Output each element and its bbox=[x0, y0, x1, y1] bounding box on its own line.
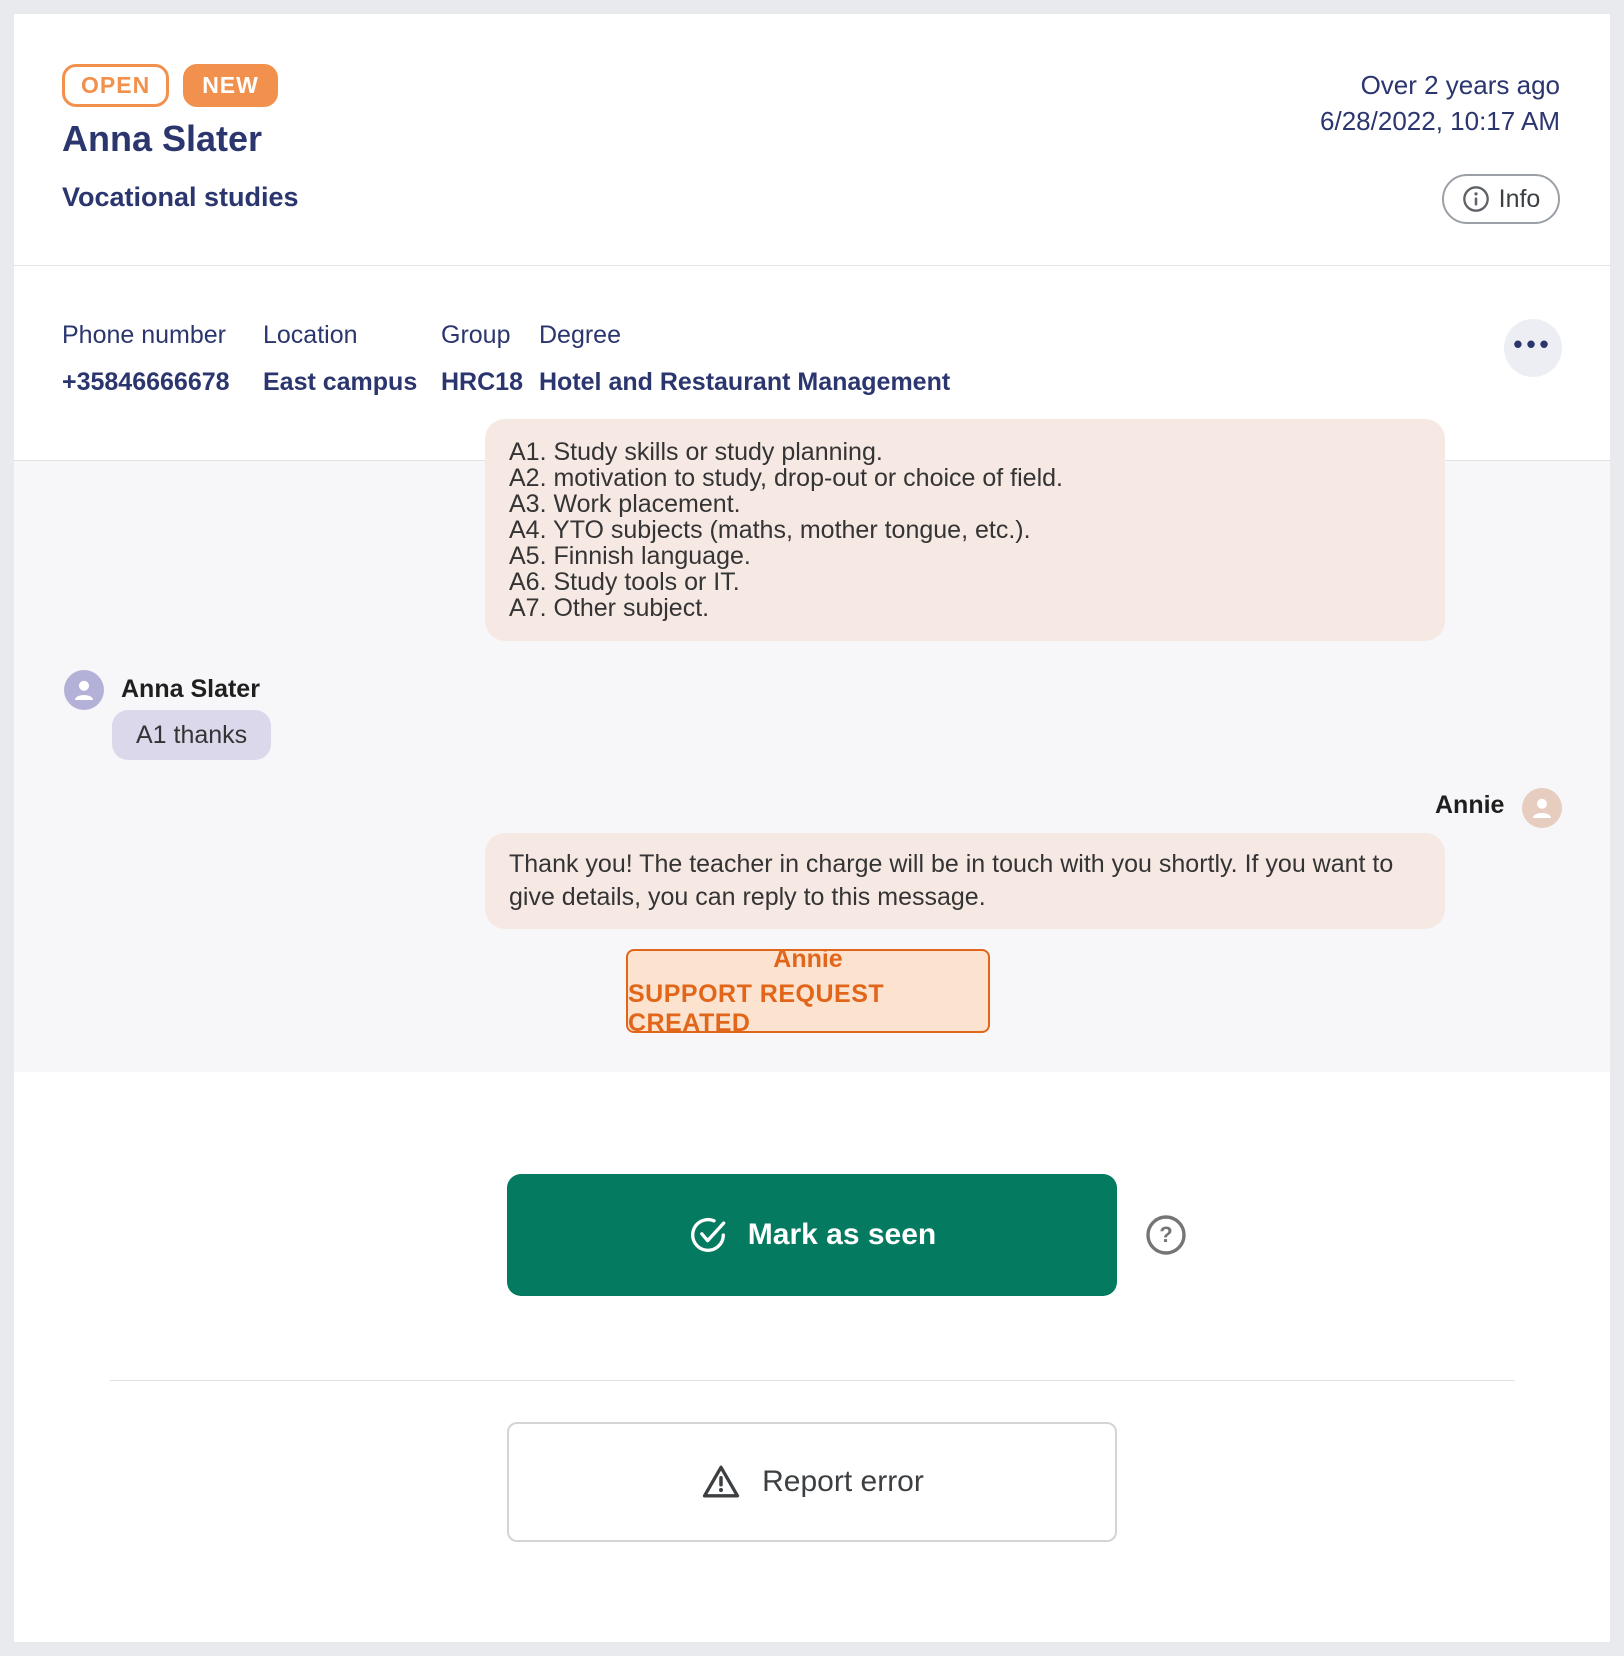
timestamp-absolute: 6/28/2022, 10:17 AM bbox=[1320, 106, 1560, 136]
warning-icon bbox=[700, 1461, 742, 1503]
field-value: East campus bbox=[263, 368, 418, 396]
bot-reply-bubble: Thank you! The teacher in charge will be in touch with you shortly. If you want to give details, you can reply to this message. bbox=[485, 833, 1445, 929]
field-label: Location bbox=[263, 321, 358, 349]
field-group bbox=[441, 321, 523, 397]
more-actions-button[interactable]: ••• bbox=[1504, 319, 1562, 377]
bot-avatar bbox=[1522, 788, 1562, 828]
person-icon bbox=[1527, 793, 1557, 823]
field-value: +35846666678 bbox=[62, 368, 230, 396]
info-icon bbox=[1462, 185, 1490, 213]
person-icon bbox=[69, 675, 99, 705]
field-label: Phone number bbox=[62, 321, 227, 349]
student-name: Anna Slater bbox=[121, 675, 260, 703]
field-value: Hotel and Restaurant Management bbox=[539, 368, 951, 396]
check-circle-icon bbox=[688, 1215, 728, 1255]
conversation-card bbox=[14, 14, 1610, 1642]
header bbox=[14, 14, 1610, 265]
message-line: A5. Finnish language. bbox=[509, 542, 751, 570]
message-line: A3. Work placement. bbox=[509, 490, 741, 518]
event-author: Annie bbox=[773, 944, 843, 973]
message-line: A6. Study tools or IT. bbox=[509, 568, 740, 596]
status-badge-open: OPEN bbox=[62, 64, 169, 107]
student-message-bubble: A1 thanks bbox=[112, 710, 271, 760]
field-degree bbox=[539, 321, 950, 397]
field-value: HRC18 bbox=[441, 368, 523, 396]
footer-divider bbox=[110, 1380, 1515, 1381]
student-avatar bbox=[64, 670, 104, 710]
bot-list-message-bubble bbox=[485, 419, 1445, 641]
chat-scroll-area[interactable] bbox=[14, 438, 1610, 1074]
status-badge-new: NEW bbox=[183, 64, 278, 107]
page-subtitle: Vocational studies bbox=[62, 182, 299, 212]
help-button[interactable] bbox=[1144, 1213, 1188, 1257]
field-label: Degree bbox=[539, 321, 621, 349]
question-icon bbox=[1144, 1213, 1188, 1257]
bot-name: Annie bbox=[1435, 791, 1505, 819]
mark-as-seen-button[interactable] bbox=[507, 1174, 1117, 1296]
message-line-clipped: A1. Study skills or study planning. bbox=[509, 438, 883, 466]
message-line: A7. Other subject. bbox=[509, 594, 710, 622]
timestamp-relative: Over 2 years ago bbox=[1360, 70, 1560, 100]
status-badges bbox=[62, 64, 278, 107]
field-phone bbox=[62, 321, 230, 397]
mark-as-seen-label: Mark as seen bbox=[747, 1218, 937, 1251]
field-label: Group bbox=[441, 321, 511, 349]
report-error-label: Report error bbox=[762, 1465, 924, 1498]
page-title: Anna Slater bbox=[62, 118, 263, 159]
report-error-button[interactable] bbox=[507, 1422, 1117, 1542]
event-label: SUPPORT REQUEST CREATED bbox=[628, 979, 885, 1037]
info-button[interactable] bbox=[1442, 174, 1560, 224]
svg-text:?: ? bbox=[1159, 1222, 1173, 1247]
support-request-event bbox=[626, 944, 990, 1037]
info-button-label: Info bbox=[1498, 184, 1541, 213]
message-line: A2. motivation to study, drop-out or choice of field. bbox=[509, 464, 1063, 492]
action-footer bbox=[14, 1072, 1610, 1642]
message-line: A4. YTO subjects (maths, mother tongue, etc.). bbox=[509, 516, 1031, 544]
field-location bbox=[263, 321, 417, 397]
